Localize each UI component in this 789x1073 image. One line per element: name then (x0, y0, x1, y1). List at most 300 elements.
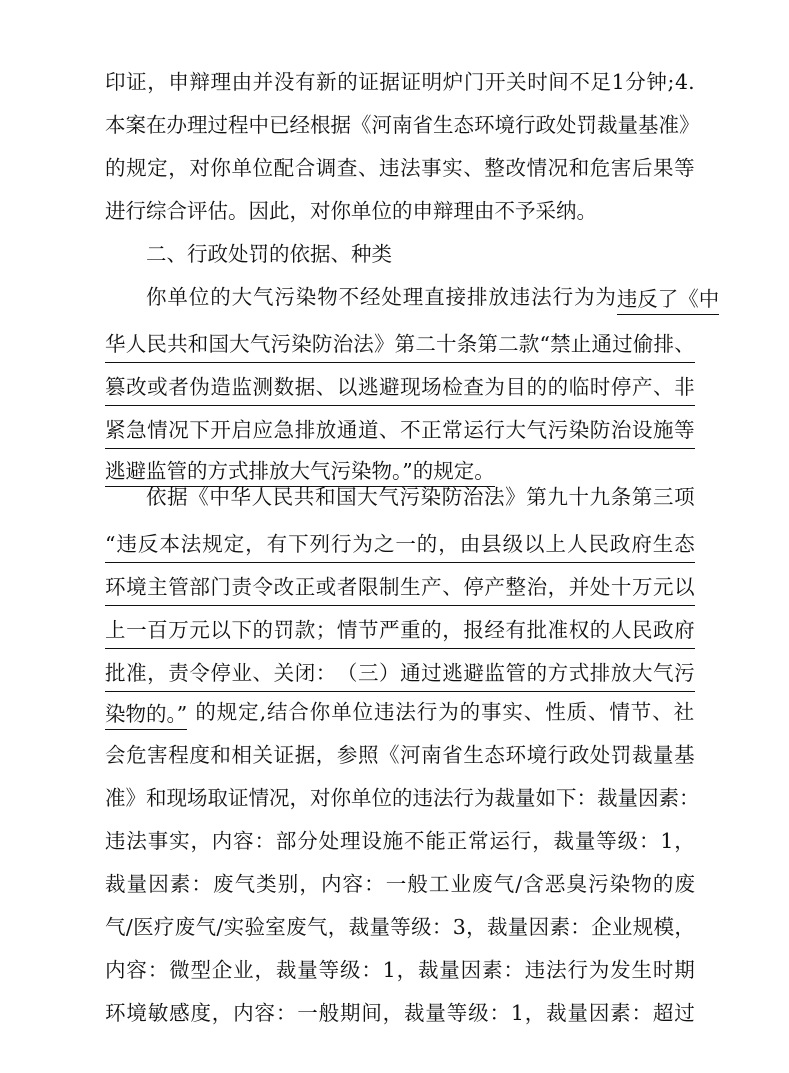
glyph: 百 (147, 618, 168, 642)
glyph: 正 (446, 829, 468, 853)
section-heading: 二、行政处罚的依据、种类 (146, 242, 392, 266)
glyph: 明 (421, 70, 443, 94)
glyph: 敏 (147, 1001, 169, 1025)
glyph: 者 (168, 375, 189, 399)
text-line (105, 107, 700, 143)
glyph: 二 (498, 332, 519, 356)
glyph: 规 (202, 532, 223, 556)
glyph: 等 (674, 156, 695, 180)
glyph: 基 (638, 113, 659, 137)
glyph: 、 (463, 156, 484, 180)
glyph: 1 (611, 70, 625, 94)
glyph: 合 (294, 156, 316, 180)
glyph: 模 (653, 915, 675, 939)
glyph: 污 (270, 332, 291, 356)
glyph: 二 (415, 332, 436, 356)
glyph: 检 (442, 375, 463, 399)
text-line (105, 909, 695, 945)
glyph: 恶 (544, 872, 566, 896)
glyph: ： (364, 872, 385, 896)
glyph: 偷 (632, 332, 654, 356)
glyph: 害 (610, 156, 632, 180)
glyph: 治 (332, 332, 354, 356)
glyph: 不 (400, 418, 421, 442)
glyph: 实 (442, 156, 463, 180)
glyph: 报 (463, 618, 484, 642)
glyph: 大 (229, 332, 250, 356)
glyph: 治 (610, 418, 632, 442)
glyph: 省 (442, 743, 463, 767)
text-line (146, 279, 720, 315)
glyph: 政 (568, 743, 590, 767)
glyph: 生 (433, 113, 454, 137)
glyph: 废 (174, 915, 196, 939)
glyph: 常 (468, 829, 489, 853)
glyph: ： (361, 958, 382, 982)
glyph: ， (442, 618, 463, 642)
glyph: 处 (589, 743, 611, 767)
glyph: 县 (481, 532, 502, 556)
glyph: 禁 (550, 332, 571, 356)
glyph: 的 (421, 618, 442, 642)
glyph: 伪 (189, 375, 210, 399)
glyph: ； (315, 618, 337, 642)
glyph: 你 (210, 156, 231, 180)
glyph: 理 (187, 113, 208, 137)
glyph: 1 (660, 829, 674, 853)
glyph: 气 (195, 915, 217, 939)
glyph: 量 (425, 1001, 446, 1025)
glyph: ： (254, 829, 276, 853)
glyph: 过 (612, 332, 633, 356)
glyph: 河 (371, 113, 392, 137)
glyph: 产 (484, 575, 505, 599)
glyph: 据 (294, 375, 316, 399)
glyph: 责 (168, 661, 189, 685)
glyph: 办 (166, 113, 187, 137)
glyph: 感 (169, 1001, 190, 1025)
glyph: 门 (210, 575, 231, 599)
glyph: 过 (207, 113, 228, 137)
glyph: 数 (273, 375, 295, 399)
glyph: 民 (588, 532, 609, 556)
glyph: 排 (653, 332, 675, 356)
underlined-text: 违反了《中 (617, 280, 720, 315)
glyph: 印 (105, 70, 126, 94)
glyph: 时 (527, 70, 548, 94)
glyph: 产 (631, 375, 653, 399)
underlined-text-line (105, 651, 695, 692)
glyph: 并 (252, 70, 274, 94)
glyph: 危 (126, 743, 147, 767)
glyph: 府 (631, 532, 652, 556)
underlined-text-line (105, 322, 695, 363)
glyph: 况 (547, 156, 569, 180)
glyph: ： (679, 786, 700, 810)
glyph: 一 (297, 1001, 318, 1025)
glyph: ： (489, 1001, 510, 1025)
underlined-text: 逃避监管的方式排放大气污染物。”的规定。 (105, 452, 495, 487)
glyph: 九 (589, 485, 611, 509)
glyph: 违 (105, 829, 126, 853)
glyph: 气 (493, 872, 515, 896)
glyph: 停 (210, 661, 231, 685)
glyph: 级 (468, 1001, 489, 1025)
glyph: 罚 (273, 618, 295, 642)
glyph: 法 (353, 332, 374, 356)
glyph: ： (631, 1001, 653, 1025)
glyph: 严 (379, 618, 400, 642)
glyph: 气 (378, 485, 399, 509)
glyph: 第 (477, 332, 498, 356)
text-line (105, 150, 695, 186)
glyph: 事 (147, 829, 169, 853)
glyph: 防 (441, 485, 463, 509)
text-line (105, 995, 695, 1031)
glyph: 业 (611, 915, 633, 939)
glyph: 据 (330, 113, 351, 137)
glyph: 程 (168, 743, 189, 767)
glyph: 内 (105, 958, 126, 982)
glyph: 裁 (631, 743, 653, 767)
glyph: 、 (357, 156, 379, 180)
glyph: 经 (289, 113, 310, 137)
glyph: 行 (453, 786, 474, 810)
glyph: 为 (484, 375, 505, 399)
glyph: ; (667, 70, 675, 94)
text-line (105, 866, 695, 902)
glyph: 量 (617, 786, 638, 810)
glyph: / (125, 915, 133, 939)
glyph: 整 (505, 575, 526, 599)
glyph: ， (168, 156, 189, 180)
glyph: 人 (251, 485, 273, 509)
glyph: ， (524, 1001, 546, 1025)
glyph: 量 (617, 113, 638, 137)
glyph: ） (379, 661, 400, 685)
glyph: 批 (526, 618, 548, 642)
glyph: 申 (168, 70, 189, 94)
glyph: 款 (518, 332, 540, 356)
glyph: 政 (535, 113, 556, 137)
glyph: 的 (392, 786, 413, 810)
glyph: 经 (484, 618, 505, 642)
glyph: 权 (568, 618, 590, 642)
glyph: 止 (570, 332, 592, 356)
glyph: 如 (535, 786, 556, 810)
glyph: 、 (252, 661, 274, 685)
glyph: ， (327, 915, 349, 939)
glyph: 的 (547, 375, 569, 399)
glyph: 生 (652, 532, 674, 556)
glyph: 设 (631, 418, 653, 442)
glyph: ： (147, 958, 169, 982)
glyph: 正 (421, 418, 442, 442)
glyph: 和 (315, 485, 336, 509)
glyph: 别 (277, 872, 299, 896)
glyph: 在 (146, 113, 167, 137)
glyph: 篡 (105, 375, 126, 399)
glyph: 施 (382, 829, 404, 853)
glyph: 改 (126, 375, 147, 399)
glyph: 》 (679, 113, 700, 137)
glyph: 法 (400, 156, 421, 180)
glyph: 证 (126, 70, 147, 94)
glyph: 发 (610, 958, 631, 982)
glyph: 改 (505, 156, 526, 180)
glyph: 临 (568, 375, 590, 399)
glyph: 中 (248, 113, 269, 137)
glyph: 民 (631, 618, 653, 642)
glyph: 企 (211, 958, 233, 982)
glyph: 条 (456, 332, 478, 356)
glyph: 理 (339, 829, 361, 853)
glyph: ， (190, 829, 211, 853)
text-line: 进行综合评估。因此，对你单位的申辩理由不予采纳。 (105, 199, 597, 223)
glyph: 、 (315, 375, 337, 399)
glyph: 单 (351, 786, 372, 810)
glyph: 业 (233, 958, 254, 982)
glyph: 没 (273, 70, 295, 94)
glyph: ， (396, 958, 418, 982)
glyph: 法 (484, 485, 505, 509)
glyph: 取 (207, 786, 228, 810)
glyph: 或 (315, 575, 337, 599)
glyph: 令 (252, 575, 274, 599)
glyph: 微 (169, 958, 190, 982)
glyph: ， (547, 575, 569, 599)
glyph: 量 (567, 1001, 588, 1025)
glyph: ， (147, 661, 168, 685)
glyph: 染 (420, 485, 442, 509)
glyph: 级 (411, 915, 432, 939)
glyph: 般 (407, 872, 428, 896)
glyph: 环 (474, 113, 495, 137)
glyph: 工 (428, 872, 450, 896)
glyph: 气 (653, 661, 674, 685)
glyph: 素 (169, 872, 191, 896)
glyph: 环 (105, 575, 126, 599)
glyph: 关 (273, 661, 295, 685)
line-text-plain: 的规定,结合你单位违法行为的事实、性质、情节、社 (195, 700, 695, 724)
glyph: 施 (653, 418, 674, 442)
glyph: 量 (126, 872, 148, 896)
glyph: 3 (452, 915, 466, 939)
glyph: 下 (189, 418, 210, 442)
glyph: 会 (105, 743, 126, 767)
glyph: 裁 (348, 915, 370, 939)
glyph: 废 (472, 872, 493, 896)
glyph: ： (275, 1001, 297, 1025)
glyph: ， (466, 915, 487, 939)
glyph: ， (299, 872, 320, 896)
glyph: 查 (463, 375, 484, 399)
glyph: 因 (588, 1001, 610, 1025)
glyph: 足 (590, 70, 612, 94)
glyph: 位 (371, 786, 392, 810)
glyph: 南 (392, 113, 413, 137)
glyph: 级 (502, 532, 524, 556)
glyph: ， (532, 829, 553, 853)
glyph: 、 (379, 418, 400, 442)
glyph: 部 (189, 575, 210, 599)
glyph: 治 (462, 485, 484, 509)
glyph: 政 (609, 532, 631, 556)
glyph: 准 (105, 786, 126, 810)
glyph: 并 (568, 575, 590, 599)
glyph: 境 (494, 113, 515, 137)
glyph: 法 (126, 829, 147, 853)
glyph: 正 (294, 575, 316, 599)
glyph: 对 (189, 156, 210, 180)
glyph: 等 (674, 418, 695, 442)
glyph: 条 (610, 485, 632, 509)
glyph: 避 (463, 661, 484, 685)
glyph: 责 (231, 575, 252, 599)
glyph: 素 (482, 958, 503, 982)
glyph: 逃 (442, 661, 463, 685)
glyph: 你 (330, 786, 351, 810)
glyph: 依 (146, 485, 167, 509)
glyph: 排 (589, 661, 611, 685)
glyph: 紧 (105, 418, 126, 442)
glyph: 的 (589, 618, 611, 642)
glyph: 程 (228, 113, 249, 137)
glyph: 为 (474, 786, 495, 810)
glyph: 环 (105, 1001, 126, 1025)
glyph: / (515, 872, 523, 896)
glyph: 查 (336, 156, 358, 180)
glyph: 况 (168, 418, 189, 442)
glyph: 情 (526, 156, 548, 180)
glyph: 方 (547, 661, 569, 685)
glyph: 调 (315, 156, 337, 180)
underlined-text-line (105, 608, 695, 649)
glyph: 三 (357, 661, 379, 685)
glyph: 的 (526, 375, 548, 399)
glyph: 型 (190, 958, 211, 982)
glyph: 因 (528, 915, 550, 939)
glyph: 量 (515, 786, 536, 810)
glyph: 令 (189, 661, 210, 685)
glyph: 气 (306, 915, 328, 939)
glyph: 运 (463, 418, 484, 442)
glyph: 元 (189, 618, 210, 642)
glyph: 态 (453, 113, 474, 137)
glyph: 业 (450, 872, 471, 896)
glyph: 的 (252, 618, 274, 642)
glyph: 生 (400, 575, 421, 599)
glyph: 因 (638, 786, 659, 810)
glyph: 量 (297, 958, 318, 982)
glyph: 下 (231, 618, 252, 642)
glyph: 基 (674, 743, 695, 767)
glyph: 场 (421, 375, 442, 399)
glyph: 量 (439, 958, 460, 982)
glyph: 本 (159, 532, 180, 556)
glyph: 关 (252, 743, 274, 767)
glyph: 重 (400, 618, 421, 642)
glyph: 行 (330, 532, 352, 556)
glyph: 以 (210, 618, 231, 642)
glyph: 染 (609, 872, 631, 896)
glyph: 容 (254, 1001, 276, 1025)
glyph: 的 (652, 872, 674, 896)
glyph: 以 (336, 375, 358, 399)
glyph: 裁 (546, 1001, 567, 1025)
glyph: 之 (373, 532, 395, 556)
glyph: 停 (610, 375, 632, 399)
glyph: 素 (549, 915, 570, 939)
glyph: 1 (510, 1001, 524, 1025)
glyph: 容 (342, 872, 364, 896)
glyph: 室 (265, 915, 286, 939)
glyph: 处 (318, 829, 340, 853)
glyph: 事 (421, 156, 442, 180)
glyph: 省 (412, 113, 433, 137)
glyph: 位 (252, 156, 274, 180)
glyph: 道 (357, 418, 379, 442)
glyph: 污 (547, 418, 569, 442)
glyph: 污 (674, 661, 695, 685)
glyph: / (216, 915, 224, 939)
glyph: 国 (336, 485, 357, 509)
underlined-text-line (105, 365, 695, 406)
glyph: 排 (294, 418, 316, 442)
glyph: 民 (272, 485, 294, 509)
glyph: 级 (339, 958, 361, 982)
glyph: 根 (310, 113, 331, 137)
glyph: 期 (674, 958, 695, 982)
glyph: 大 (357, 485, 378, 509)
text-line (105, 64, 695, 100)
glyph: 测 (252, 375, 274, 399)
glyph: 急 (126, 418, 147, 442)
glyph: 裁 (486, 915, 508, 939)
glyph: 》 (125, 786, 146, 810)
glyph: 管 (505, 661, 526, 685)
glyph: 停 (463, 575, 484, 599)
glyph: 本 (105, 113, 126, 137)
glyph: 实 (223, 915, 245, 939)
glyph: 废 (286, 915, 307, 939)
glyph: 裁 (105, 872, 126, 896)
glyph: 行 (567, 958, 588, 982)
glyph: 据 (167, 485, 188, 509)
glyph: 启 (231, 418, 252, 442)
glyph: 一 (395, 532, 416, 556)
glyph: 等 (446, 1001, 468, 1025)
glyph: 整 (484, 156, 505, 180)
glyph: ： (570, 915, 591, 939)
glyph: 主 (147, 575, 168, 599)
glyph: 情 (336, 618, 358, 642)
glyph: 河 (400, 743, 421, 767)
glyph: 防 (311, 332, 333, 356)
glyph: 和 (187, 332, 209, 356)
glyph: 批 (105, 661, 126, 685)
glyph: 相 (231, 743, 252, 767)
glyph: 十 (610, 575, 632, 599)
glyph: 容 (126, 958, 147, 982)
glyph: 》 (505, 485, 526, 509)
glyph: 和 (568, 156, 590, 180)
glyph: 行 (510, 829, 532, 853)
underlined-text-line (105, 408, 695, 449)
glyph: 通 (336, 418, 358, 442)
glyph: 开 (484, 70, 506, 94)
glyph: 的 (526, 661, 548, 685)
